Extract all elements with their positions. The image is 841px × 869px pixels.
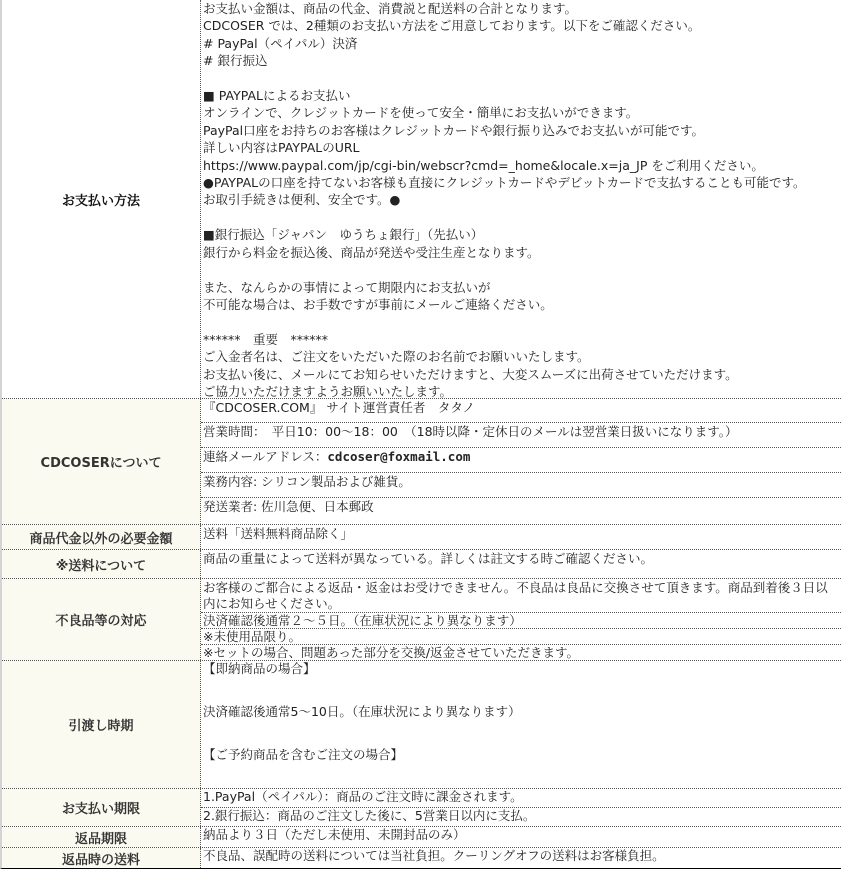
row-value: 不良品、誤配時の送料については当社負担。クーリングオフの送料はお客様負担。 <box>203 848 665 863</box>
business-hours: 営業時間： 平日10：00～18：00 （18時以降・定休日のメールは翌営業日扱いになります。） <box>201 422 841 447</box>
row-label: お支払い方法 <box>2 0 201 398</box>
row-extra-fees <box>2 524 841 549</box>
contact-email-label: 連絡メールアドレス： <box>203 449 328 464</box>
row-label: CDCOSERについて <box>2 399 201 524</box>
row-value: ※セットの場合、問題あった部分を交換/返金させていただきます。 <box>201 644 841 660</box>
email-link[interactable]: cdcoser@foxmail.com <box>327 449 471 464</box>
row-value: ※未使用品限り。 <box>201 628 841 644</box>
row-value: 商品の重量によって送料が異なっている。詳しくは註文する時ご確認ください。 <box>203 551 654 566</box>
row-value: 2.銀行振込：商品のご注文した後に、5営業日以内に支払。 <box>201 807 841 826</box>
row-value: 納品より３日（ただし未使用、未開封品のみ） <box>203 827 466 842</box>
row-payment-deadline <box>2 788 841 826</box>
operator: 『CDCOSER.COM』 サイト運営責任者 タタノ <box>203 400 476 415</box>
row-delivery-time <box>2 660 841 788</box>
row-label: 引渡し時期 <box>2 661 201 788</box>
row-value: 1.PayPal（ペイパル）：商品のご注文時に課金されます。 <box>203 789 523 804</box>
row-shipping <box>2 549 841 578</box>
shipping-carriers: 発送業者: 佐川急便、日本郵政 <box>201 497 841 523</box>
contact-email <box>201 447 841 472</box>
row-about-cdcoser <box>2 398 841 524</box>
business-content: 業務内容: シリコン製品および雑貨。 <box>201 472 841 497</box>
row-label: 商品代金以外の必要金額 <box>2 525 201 549</box>
row-value: お客様のご都合による返品・返金はお受けできません。不良品は良品に交換させて頂きます。商品到着後３日以内にお知らせください。 <box>203 580 828 611</box>
row-defects <box>2 578 841 660</box>
row-payment-method <box>2 0 841 398</box>
row-return-period <box>2 826 841 847</box>
row-label: お支払い期限 <box>2 789 201 826</box>
row-label: 返品期限 <box>2 827 201 847</box>
row-label: ※送料について <box>2 550 201 578</box>
row-value: 決済確認後通常２～５日。（在庫状況により異なります） <box>201 612 841 628</box>
row-value: 【即納商品の場合】 決済確認後通常5～10日。（在庫状況により異なります） 【ご予約商品を含むご注文の場合】 <box>203 661 521 762</box>
payment-method-text: お支払い金額は、商品の代金、消費説と配送料の合計となります。 CDCOSER では、2種類のお支払い方法をご用意しております。以下をご確認ください。 # PayPal（ペイパル）決済 # 銀行振込 ■ PAYPALによるお支払い オンラインで、クレジットカードを使って安全・簡単にお支払いができます。 PayPal口座をお持ちのお客様はクレジットカードや銀行振り込みでお支払いが可能です。 詳しい内容はPAYPALのURL https://www.paypal.com/jp/cgi-bin/webscr?cmd=_home&locale.x=ja_JP をご利用ください。 ●PAYPALの口座を持てないお客様も直接にクレジットカードやデビットカードで支払することも可能です。 お取引手続きは便利、安全です。● ■銀行振込「ジャパン ゆうちょ銀行」（先払い） 銀行から料金を振込後、商品が発送や受注生産となります。 また、なんらかの事情によって期限内にお支払いが 不可能な場合は、お手数ですが事前にメールご連絡ください。 ****** 重要 ****** ご入金者名は、ご注文をいただいた際のお名前でお願いいたします。 お支払い後に、メールにてお知らせいただけますと、大変スムーズに出荷させていただけます。 ご協力いただけますようお願いいたします。 <box>203 1 806 398</box>
row-return-shipping <box>2 847 841 868</box>
row-label: 不良品等の対応 <box>2 579 201 660</box>
row-label: 返品時の送料 <box>2 848 201 868</box>
row-value: 送料「送料無料商品除く」 <box>203 526 354 541</box>
